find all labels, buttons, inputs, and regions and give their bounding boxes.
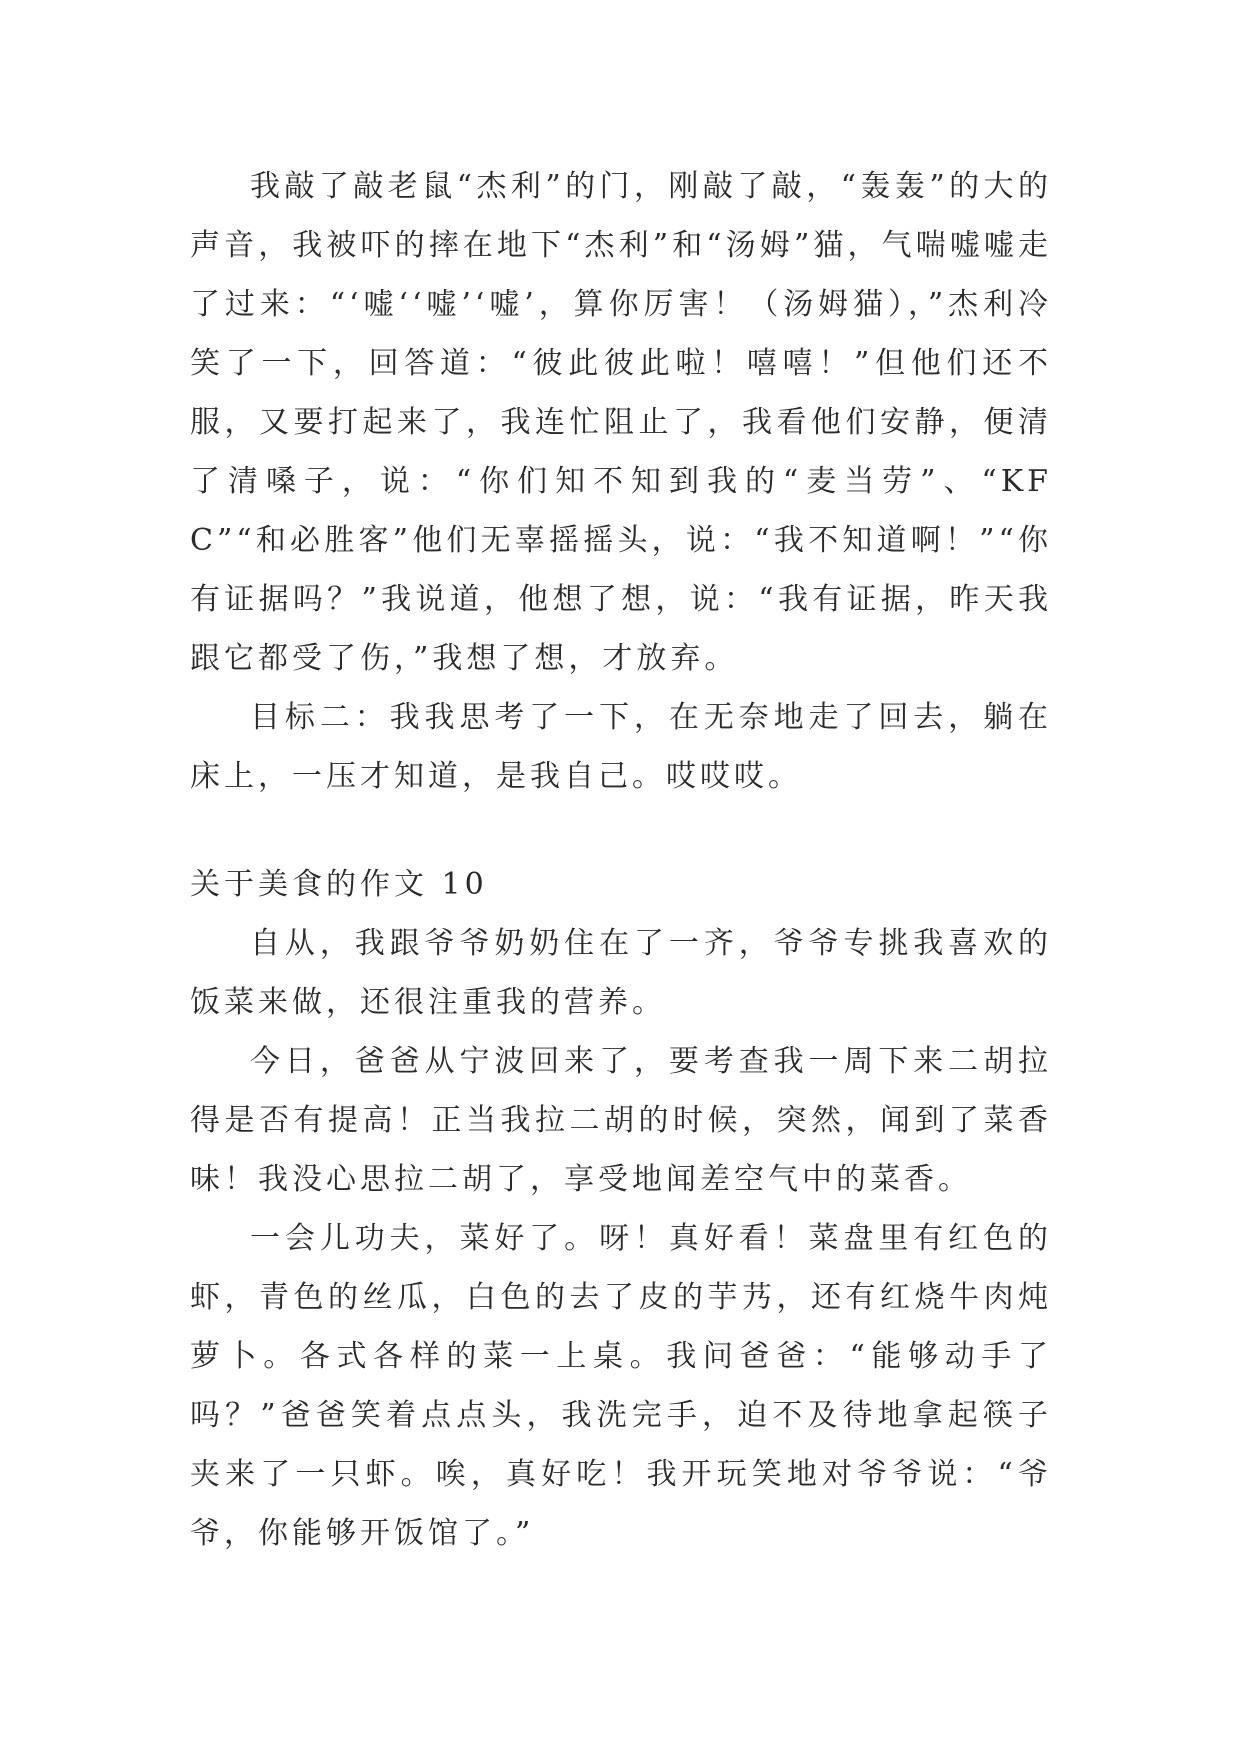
essay-body [190,914,1052,1563]
paragraph: 今日，爸爸从宁波回来了，要考查我一周下来二胡拉得是否有提高！正当我拉二胡的时候，突然，闻到了菜香味！我没心思拉二胡了，享受地闻差空气中的菜香。 [190,1044,1052,1197]
paragraph: 自从，我跟爷爷奶奶住在了一齐，爷爷专挑我喜欢的饭菜来做，还很注重我的营养。 [190,926,1052,1020]
paragraph: 我敲了敲老鼠“杰利”的门，刚敲了敲，“轰轰”的大的声音，我被吓的摔在地下“杰利”和“汤姆”猫，气喘嘘嘘走了过来：“‘嘘‘‘嘘’‘嘘’，算你厉害！（汤姆猫），”杰利冷笑了一下，回答道：“彼此彼此啦！嘻嘻！”但他们还不服，又要打起来了，我连忙阻止了，我看他们安静，便清了清嗓子，说：“你们知不知到我的“麦当劳”、“KFC”“和必胜客”他们无辜摇摇头，说：“我不知道啊！”“你有证据吗？”我说道，他想了想，说：“我有证据，昨天我跟它都受了伤，”我想了想，才放弃。 [190,169,1052,676]
paragraph: 目标二：我我思考了一下，在无奈地走了回去，躺在床上，一压才知道，是我自己。哎哎哎。 [190,700,1052,794]
section-title: 关于美食的作文 10 [190,867,488,902]
story-continuation [190,157,1052,806]
paragraph: 一会儿功夫，菜好了。呀！真好看！菜盘里有红色的虾，青色的丝瓜，白色的去了皮的芋艿，还有红烧牛肉炖萝卜。各式各样的菜一上桌。我问爸爸：“能够动手了吗？”爸爸笑着点点头，我洗完手，迫不及待地拿起筷子夹来了一只虾。唉，真好吃！我开玩笑地对爷爷说：“爷爷，你能够开饭馆了。” [190,1221,1052,1551]
